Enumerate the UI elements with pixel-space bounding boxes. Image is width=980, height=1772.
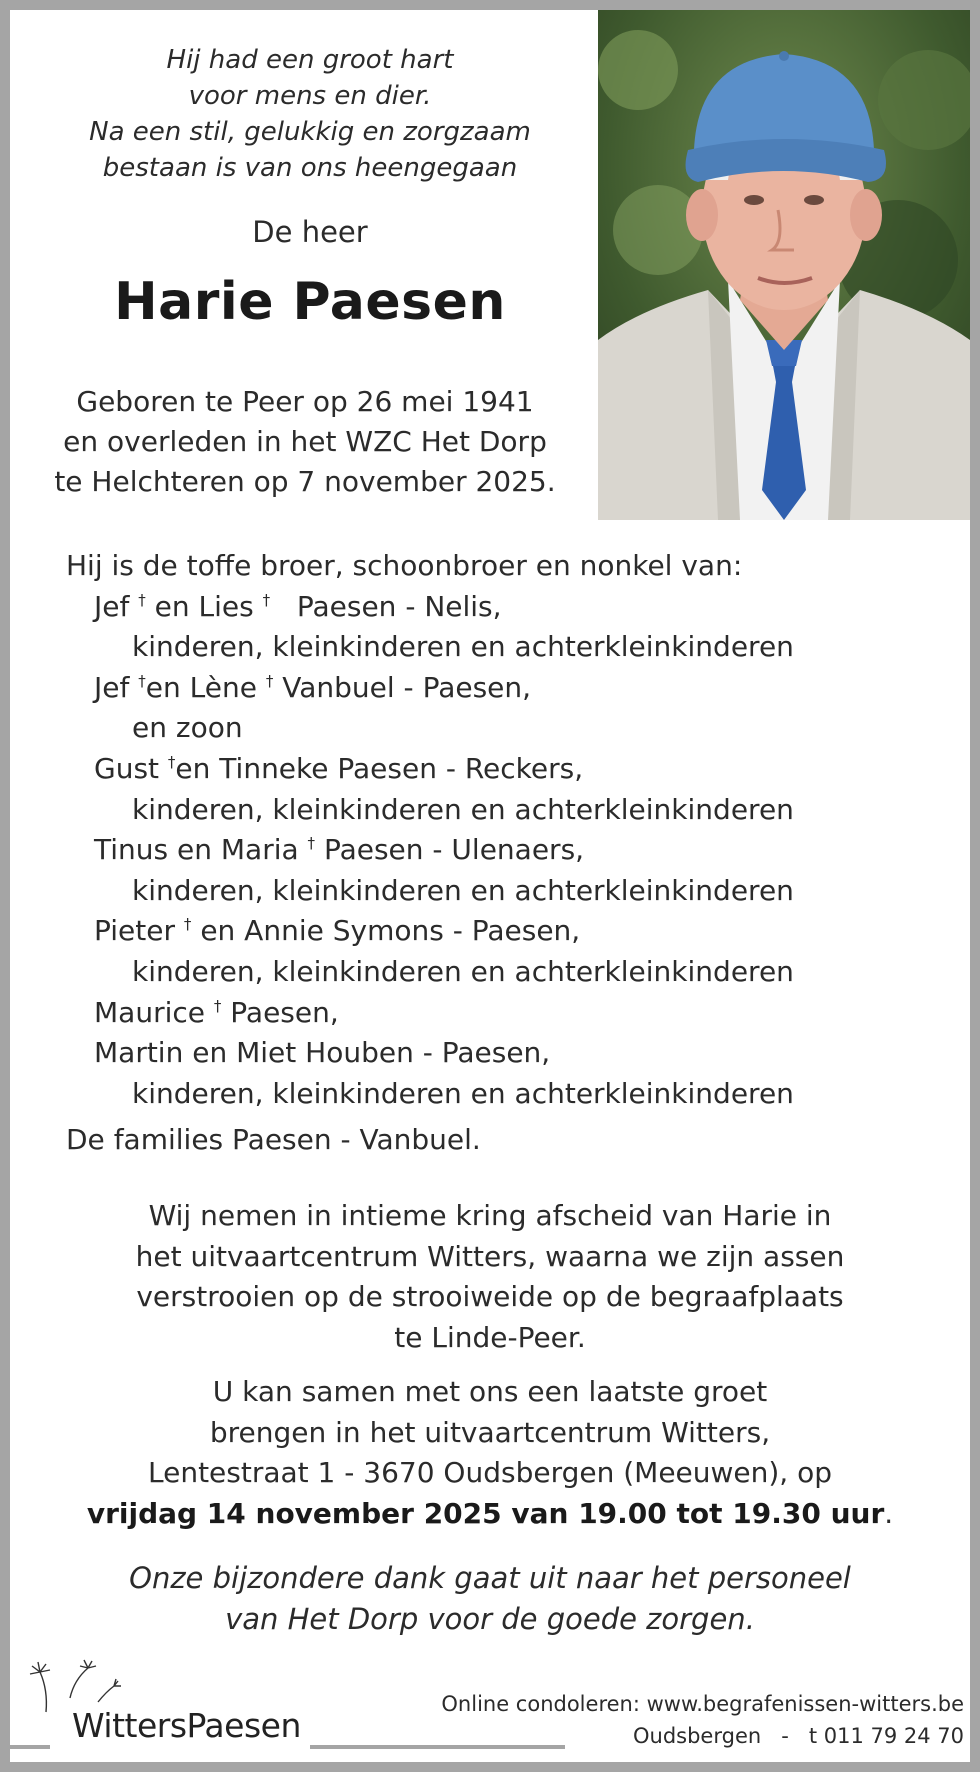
relative-name: en Annie Symons - Paesen, [200,914,581,948]
families-line: De families Paesen - Vanbuel. [66,1123,481,1157]
relative-surname: Paesen - Nelis, [296,589,502,623]
farewell-notice [50,1196,930,1358]
portrait-illustration [598,10,970,520]
honorific: De heer [252,215,368,249]
quote-line: Na een stil, gelukkig en zorgzaam [89,117,531,147]
relative-name: Jef [94,589,130,623]
visitation-notice [50,1372,930,1534]
descendants-line: kinderen, kleinkinderen en achterkleinkinderen [132,1076,794,1110]
dagger-mark: † [307,834,316,853]
relative-name: Pieter [94,914,175,948]
funeral-home-logo [10,1650,310,1750]
dagger-mark: † [265,671,274,690]
visit-address: Lentestraat 1 - 3670 Oudsbergen (Meeuwen), op [147,1456,833,1490]
deceased-name: Harie Paesen [114,272,506,332]
relative-surname: Paesen - Ulenaers, [323,833,585,867]
footer-rule-left [10,1745,50,1749]
relative-name: Tinus en Maria [94,833,299,867]
dagger-mark: † [167,752,176,771]
portrait-photo [598,10,970,520]
relative-surname: Vanbuel - Paesen, [282,670,532,704]
relatives-list [66,546,946,1161]
relative-entry [66,830,946,871]
visit-datetime-line [50,1494,930,1535]
quote-line: Hij had een groot hart [166,45,454,75]
relative-entry [66,911,946,952]
dagger-mark: † [138,671,146,690]
thanks-note [50,1558,930,1640]
relative-entry [66,668,946,709]
relative-entry: Martin en Miet Houben - Paesen, [94,1036,551,1070]
relative-name: Gust [94,751,160,785]
visit-line: brengen in het uitvaartcentrum Witters, [209,1415,771,1449]
dagger-mark: † [262,590,271,609]
quote-line: bestaan is van ons heengegaan [102,153,518,183]
visit-datetime: vrijdag 14 november 2025 van 19.00 tot 19.30 uur [86,1496,885,1530]
contact-line [633,1724,964,1748]
descendants-line: kinderen, kleinkinderen en achterkleinkinderen [132,792,794,826]
opening-quote [50,42,570,186]
birth-line: Geboren te Peer op 26 mei 1941 [76,385,534,418]
relative-name: en Lies [154,589,254,623]
relative-entry [66,749,946,790]
dagger-mark: † [213,996,222,1015]
thanks-line: Onze bijzondere dank gaat uit naar het personeel [129,1561,851,1595]
footer-rule-mid [310,1745,565,1749]
location: Oudsbergen [632,1724,762,1748]
online-condolences[interactable]: Online condoleren: www.begrafenissen-witters.be [441,1692,964,1716]
obituary-card [10,10,970,1762]
dagger-mark: † [138,590,146,609]
logo-wordmark: WittersPaesen [72,1706,301,1745]
relative-name: Jef [94,670,130,704]
relative-entry [66,993,946,1034]
relative-name: Maurice [94,995,205,1029]
descendants-line: kinderen, kleinkinderen en achterkleinkinderen [132,630,794,664]
farewell-line: Wij nemen in intieme kring afscheid van Harie in [148,1199,832,1232]
phone-number[interactable]: t 011 79 24 70 [808,1724,964,1748]
relative-name: en Tinneke Paesen - Reckers, [175,751,584,785]
visit-period: . [884,1496,894,1530]
visit-line: U kan samen met ons een laatste groet [212,1375,768,1408]
death-line: en overleden in het WZC Het Dorp [63,425,547,458]
relatives-intro: Hij is de toffe broer, schoonbroer en nonkel van: [66,549,743,582]
quote-line: voor mens en dier. [188,81,432,111]
farewell-line: het uitvaartcentrum Witters, waarna we zijn assen [135,1239,845,1273]
descendants-line: en zoon [132,711,243,745]
death-place-line: te Helchteren op 7 november 2025. [54,465,556,498]
birth-death-details [10,382,600,502]
descendants-line: kinderen, kleinkinderen en achterkleinkinderen [132,954,794,988]
separator: - [781,1724,789,1748]
farewell-line: verstrooien op de strooiweide op de begraafplaats [136,1280,844,1314]
thanks-line: van Het Dorp voor de goede zorgen. [225,1602,755,1636]
relative-entry [66,587,946,628]
farewell-line: te Linde-Peer. [394,1320,586,1354]
descendants-line: kinderen, kleinkinderen en achterkleinkinderen [132,873,794,907]
dagger-mark: † [183,915,192,934]
relative-name: en Lène [145,670,257,704]
relative-surname: Paesen, [230,995,339,1029]
